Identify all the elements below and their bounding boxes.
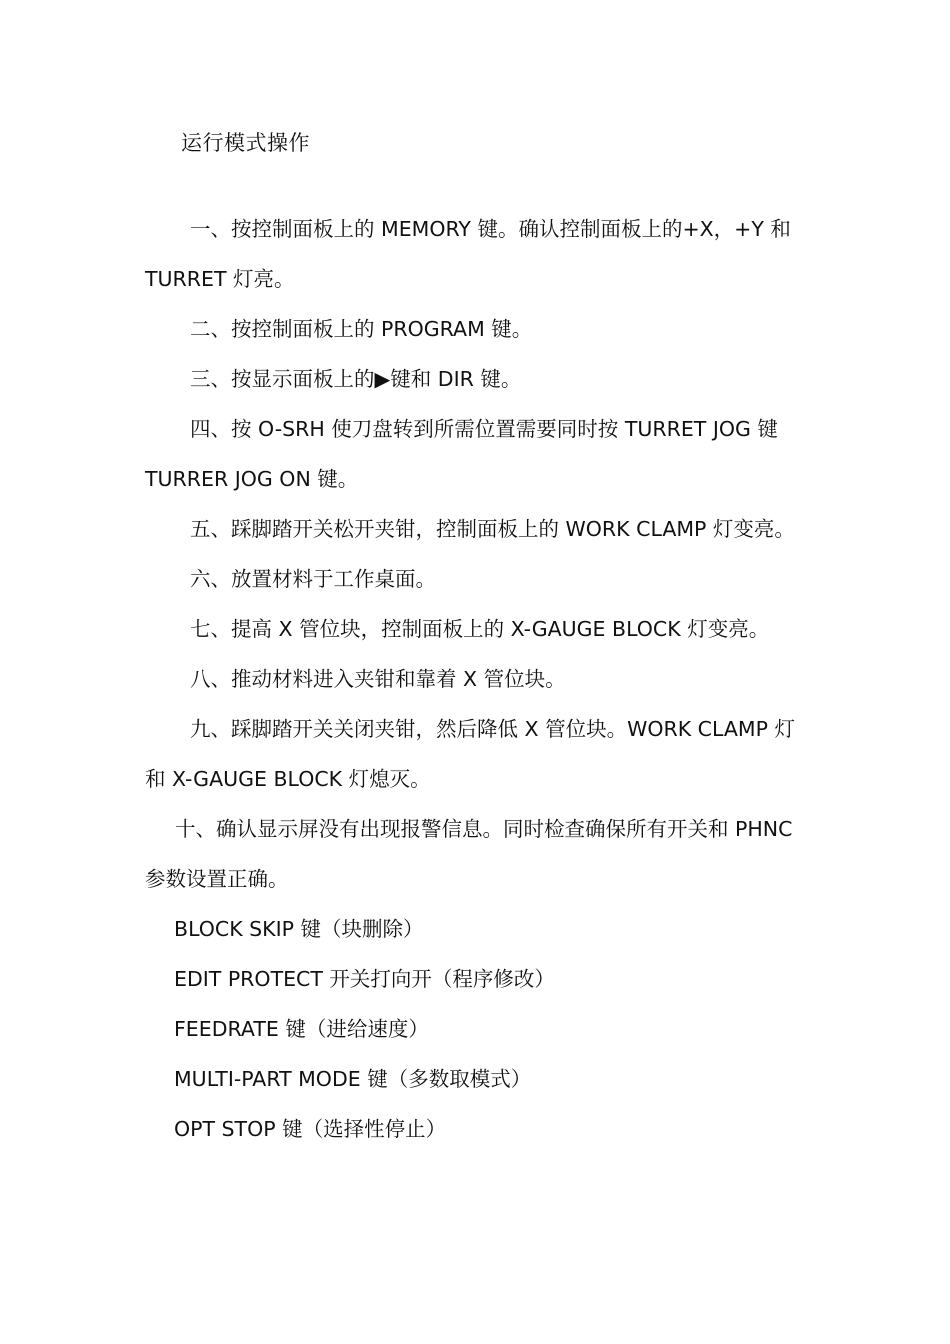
key-item: BLOCK SKIP 键（块删除） xyxy=(174,917,424,941)
step-10: 十、确认显示屏没有出现报警信息。同时检查确保所有开关和 PHNC 参数设置正确。 xyxy=(145,817,793,891)
step-7: 七、提高 X 管位块，控制面板上的 X-GAUGE BLOCK 灯变亮。 xyxy=(190,617,770,641)
document-body xyxy=(145,204,810,1154)
step-4: 四、按 O-SRH 使刀盘转到所需位置需要同时按 TURRET JOG 键 TURRER JOG ON 键。 xyxy=(145,417,778,491)
key-item: OPT STOP 键（选择性停止） xyxy=(174,1117,447,1141)
step-2: 二、按控制面板上的 PROGRAM 键。 xyxy=(190,317,533,341)
key-item: EDIT PROTECT 开关打向开（程序修改） xyxy=(174,967,555,991)
step-9: 九、踩脚踏开关关闭夹钳，然后降低 X 管位块。WORK CLAMP 灯和 X-GAUGE BLOCK 灯熄灭。 xyxy=(145,717,795,791)
step-3: 三、按显示面板上的▶键和 DIR 键。 xyxy=(190,367,522,391)
document-title: 运行模式操作 xyxy=(181,131,310,155)
step-8: 八、推动材料进入夹钳和靠着 X 管位块。 xyxy=(190,667,566,691)
key-item: MULTI-PART MODE 键（多数取模式） xyxy=(174,1067,532,1091)
key-item: FEEDRATE 键（进给速度） xyxy=(174,1017,429,1041)
step-6: 六、放置材料于工作桌面。 xyxy=(190,567,436,591)
step-1: 一、按控制面板上的 MEMORY 键。确认控制面板上的+X，+Y 和 TURRET 灯亮。 xyxy=(145,217,791,291)
step-5: 五、踩脚踏开关松开夹钳，控制面板上的 WORK CLAMP 灯变亮。 xyxy=(190,517,795,541)
